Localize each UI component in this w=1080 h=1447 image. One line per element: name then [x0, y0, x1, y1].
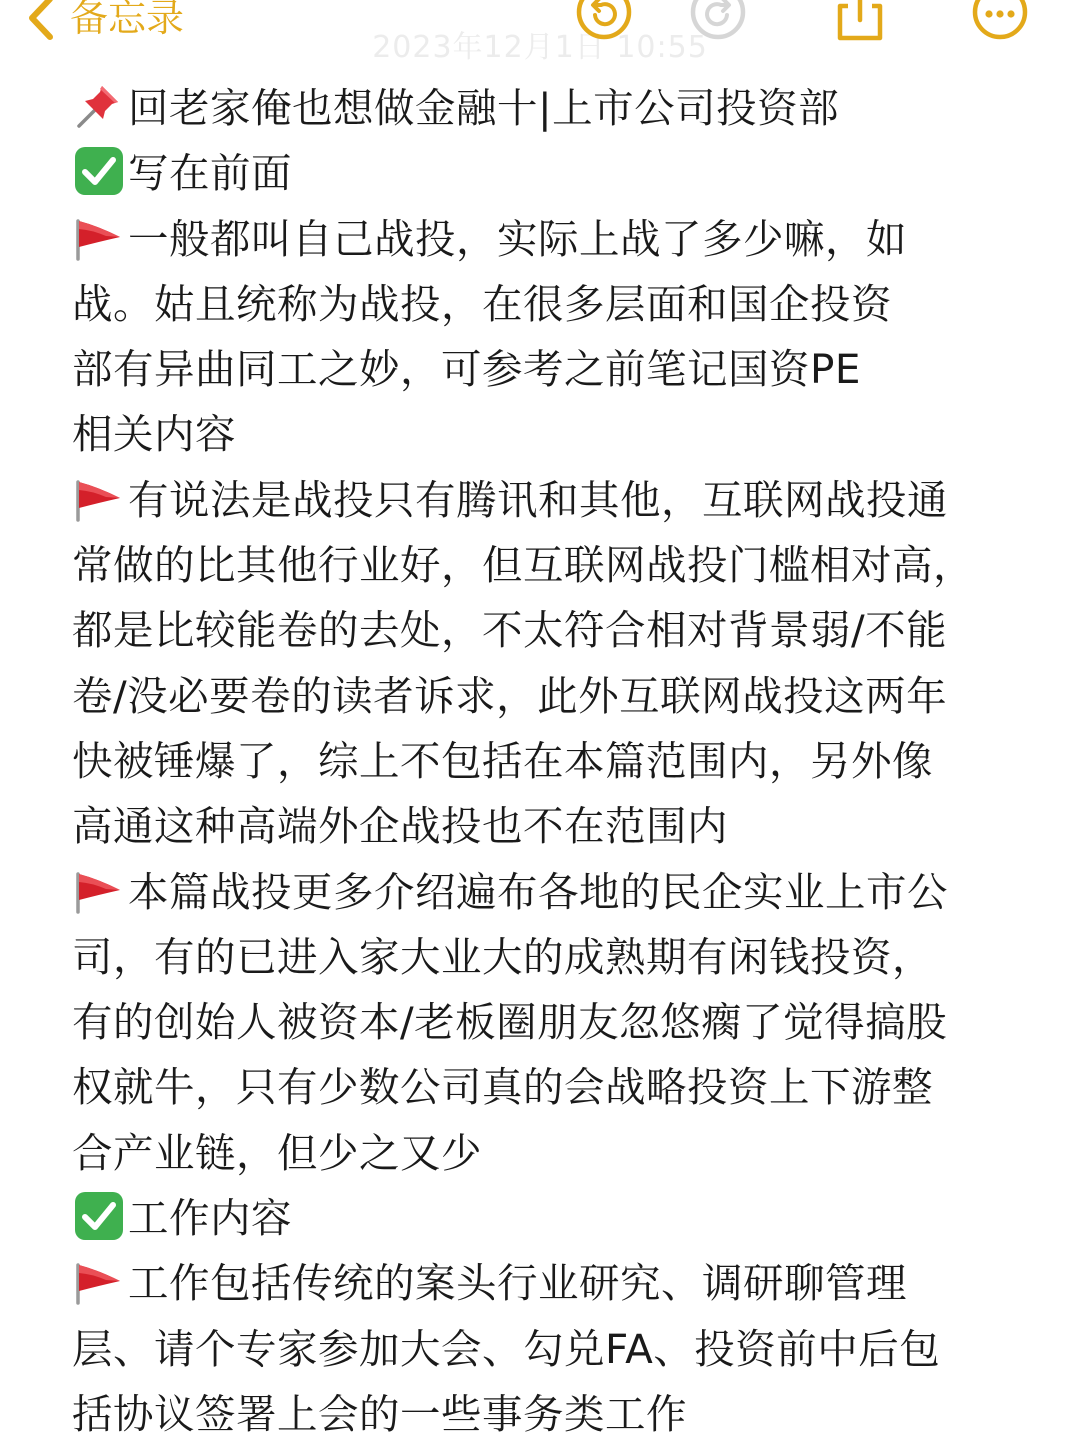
note-line-text: 高通这种高端外企战投也不在范围内 [72, 802, 728, 851]
note-line-text: 工作包括传统的案头行业研究、调研聊管理 [128, 1259, 907, 1308]
red-flag-icon [72, 212, 126, 262]
note-line [72, 207, 1022, 272]
note-line [72, 990, 1022, 1055]
more-icon[interactable] [970, 0, 1030, 42]
note-line-text: 写在前面 [128, 149, 292, 198]
note-line [72, 729, 1022, 794]
note-line-text: 常做的比其他行业好，但互联网战投门槛相对高， [72, 541, 974, 590]
red-flag-icon [72, 473, 126, 523]
note-line-text: 卷/没必要卷的读者诉求，此外互联网战投这两年 [72, 671, 948, 720]
note-line [72, 533, 1022, 598]
note-line-text: 合产业链，但少之又少 [72, 1128, 482, 1177]
note-line [72, 141, 1022, 206]
note-line [72, 1251, 1022, 1316]
note-line [72, 1317, 1022, 1382]
check-mark-icon [72, 146, 126, 196]
note-line [72, 664, 1022, 729]
note-line [72, 76, 1022, 141]
back-label: 备忘录 [70, 0, 185, 40]
red-flag-icon [72, 1256, 126, 1306]
note-line-text: 工作内容 [128, 1194, 292, 1243]
note-line-text: 一般都叫自己战投，实际上战了多少嘛，如 [128, 214, 907, 263]
notes-toolbar [0, 0, 1080, 65]
note-line-text: 部有异曲同工之妙，可参考之前笔记国资PE [72, 345, 862, 394]
note-line-text: 回老家俺也想做金融十|上市公司投资部 [128, 84, 840, 132]
note-line [72, 598, 1022, 663]
note-line-text: 层、请个专家参加大会、勾兑FA、投资前中后包 [72, 1324, 941, 1373]
note-line-text: 有说法是战投只有腾讯和其他，互联网战投通 [128, 475, 948, 524]
note-line-text: 快被锤爆了，综上不包括在本篇范围内，另外像 [72, 736, 933, 785]
note-body[interactable] [72, 76, 1022, 1447]
note-line [72, 1055, 1022, 1120]
note-line-text: 都是比较能卷的去处，不太符合相对背景弱/不能 [72, 606, 948, 655]
note-line-text: 权就牛，只有少数公司真的会战略投资上下游整 [72, 1063, 933, 1112]
note-line [72, 860, 1022, 925]
note-line [72, 794, 1022, 859]
note-line [72, 1121, 1022, 1186]
redo-icon[interactable] [688, 0, 748, 42]
undo-icon[interactable] [574, 0, 634, 42]
note-line [72, 1186, 1022, 1251]
check-mark-icon [72, 1191, 126, 1241]
share-icon[interactable] [830, 0, 890, 42]
note-line [72, 402, 1022, 467]
note-line-text: 有的创始人被资本/老板圈朋友忽悠瘸了觉得搞股 [72, 998, 948, 1047]
note-line-text: 括协议签署上会的一些事务类工作 [72, 1389, 687, 1438]
note-line [72, 337, 1022, 402]
pushpin-icon [72, 81, 126, 131]
note-line [72, 468, 1022, 533]
note-date: 2023年12月1日 10:55 [372, 30, 708, 65]
red-flag-icon [72, 865, 126, 915]
note-line-text: 相关内容 [72, 410, 236, 459]
note-line-text: 司，有的已进入家大业大的成熟期有闲钱投资， [72, 932, 933, 981]
note-line [72, 925, 1022, 990]
note-line-text: 本篇战投更多介绍遍布各地的民企实业上市公 [128, 867, 948, 916]
note-line [72, 272, 1022, 337]
note-line [72, 1382, 1022, 1447]
note-line-text: 战。姑且统称为战投，在很多层面和国企投资 [72, 279, 892, 328]
